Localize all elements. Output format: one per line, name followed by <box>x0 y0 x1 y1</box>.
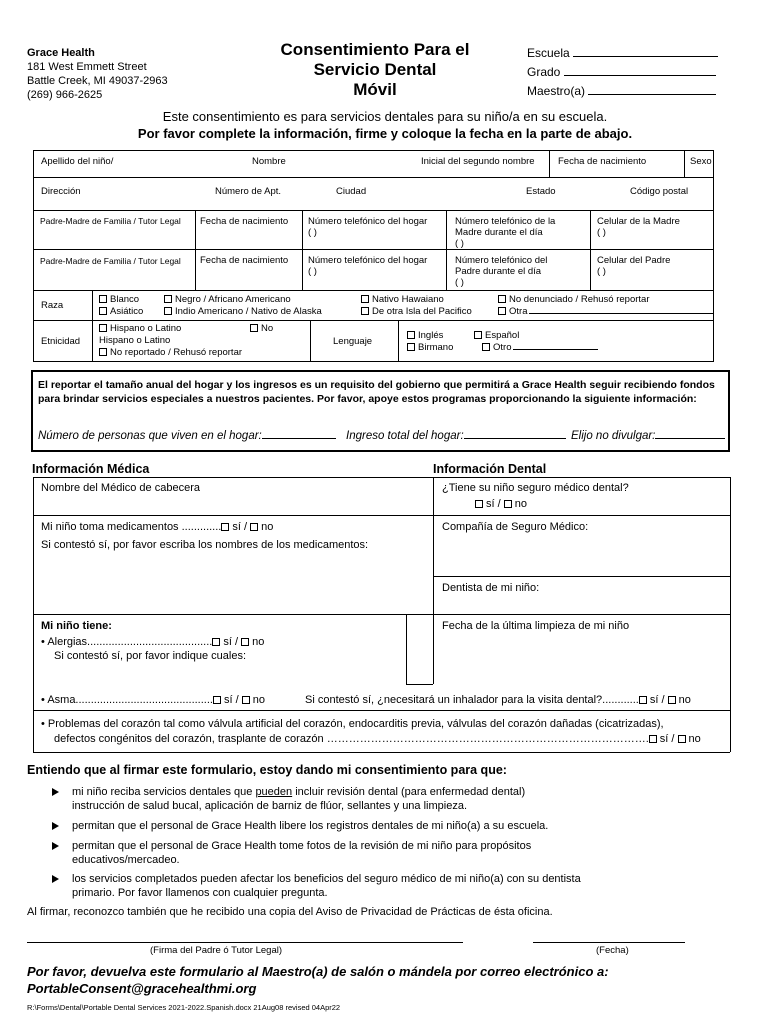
checkbox-icon <box>250 523 258 531</box>
parent1-label: Padre-Madre de Familia / Tutor Legal <box>40 216 181 226</box>
zip-label: Código postal <box>630 186 689 197</box>
school-label: Escuela <box>527 46 570 60</box>
checkbox-icon <box>250 324 258 332</box>
checkbox-icon <box>407 343 415 351</box>
date-line[interactable] <box>533 942 685 943</box>
ethnicity-not-reported[interactable]: No reportado / Rehusó reportar <box>99 347 242 358</box>
checkbox-icon <box>241 638 249 646</box>
allergies-followup: Si contestó sí, por favor indique cuales: <box>54 650 246 662</box>
privacy-ack: Al firmar, reconozco también que he recibido una copia del Aviso de Privacidad de Prácticas de ésta oficina. <box>27 906 553 918</box>
parent2-label: Padre-Madre de Familia / Tutor Legal <box>40 256 181 266</box>
address-label: Dirección <box>41 186 81 197</box>
heart-question-2[interactable]: defectos congénitos del corazón, trasplante de corazón ……………………………………………………………………………. sí / no <box>54 733 701 745</box>
return-instructions: Por favor, devuelva este formulario al Maestro(a) de salón o mándela por correo electrónico a: PortableConsent@gracehealthmi.org <box>27 964 609 996</box>
checkbox-icon <box>474 331 482 339</box>
checkbox-icon <box>99 324 107 332</box>
doctor-label: Nombre del Médico de cabecera <box>41 482 200 494</box>
insurance-question: ¿Tiene su niño seguro médico dental? <box>442 482 629 494</box>
allergies-question[interactable]: • Alergias......................................... sí / no <box>41 636 265 648</box>
dentist-label: Dentista de mi niño: <box>442 582 540 594</box>
bullet-arrow-icon <box>52 788 59 796</box>
race-other[interactable]: Otra <box>498 306 714 317</box>
race-label: Raza <box>41 300 64 311</box>
last-name-label: Apellido del niño/ <box>41 156 114 167</box>
school-fields <box>527 44 718 101</box>
checkbox-icon <box>242 696 250 704</box>
parent-signature-line[interactable] <box>27 942 463 943</box>
checkbox-icon <box>212 638 220 646</box>
ethnicity-hispanic2: Hispano o Latino <box>99 335 171 346</box>
org-address <box>27 46 168 102</box>
checkbox-icon <box>649 735 657 743</box>
org-phone: (269) 966-2625 <box>27 89 103 101</box>
consent-item-3: permitan que el personal de Grace Health tome fotos de la revisión de mi niño para propósitos educativos/mercadeo. <box>52 839 531 867</box>
org-name: Grace Health <box>27 47 95 59</box>
checkbox-icon <box>361 307 369 315</box>
bullet-arrow-icon <box>52 822 59 830</box>
checkbox-icon <box>482 343 490 351</box>
checkbox-icon <box>668 696 676 704</box>
teacher-label: Maestro(a) <box>527 84 586 98</box>
parent1-phone-label: Número telefónico del hogar ( ) <box>308 216 428 238</box>
medications-followup: Si contestó sí, por favor escriba los nombres de los medicamentos: <box>41 539 369 551</box>
grade-label: Grado <box>527 65 561 79</box>
dental-heading: Información Dental <box>433 462 547 476</box>
race-asian[interactable]: Asiático <box>99 306 143 317</box>
race-black[interactable]: Negro / Africano Americano <box>164 294 291 305</box>
bullet-arrow-icon <box>52 875 59 883</box>
parent-signature-label: (Firma del Padre ó Tutor Legal) <box>150 945 283 956</box>
checkbox-icon <box>407 331 415 339</box>
bullet-arrow-icon <box>52 842 59 850</box>
ethnicity-no[interactable]: No <box>250 323 273 334</box>
medical-heading: Información Médica <box>32 462 150 476</box>
father-cell-label: Celular del Padre ( ) <box>597 255 671 277</box>
has-heading: Mi niño tiene: <box>41 620 112 632</box>
consent-heading: Entiendo que al firmar este formulario, estoy dando mi consentimiento para que: <box>27 763 507 777</box>
decline-disclose[interactable]: Elijo no divulgar: <box>571 430 725 442</box>
return-email[interactable]: PortableConsent@gracehealthmi.org <box>27 981 257 996</box>
language-burmese[interactable]: Birmano <box>407 342 453 353</box>
insurance-company-label: Compañía de Seguro Médico: <box>442 521 589 533</box>
household-count[interactable]: Número de personas que viven en el hogar: <box>38 430 336 442</box>
checkbox-icon <box>498 295 506 303</box>
checkbox-icon <box>498 307 506 315</box>
mother-cell-label: Celular de la Madre ( ) <box>597 216 680 238</box>
consent-item-2: permitan que el personal de Grace Health libere los registros dentales de mi niño(a) a su escuela. <box>52 819 548 833</box>
language-english[interactable]: Inglés <box>407 330 443 341</box>
last-cleaning-label: Fecha de la última limpieza de mi niño <box>442 620 630 632</box>
state-label: Estado <box>526 186 556 197</box>
checkbox-icon <box>639 696 647 704</box>
ethnicity-hispanic[interactable]: Hispano o Latino <box>99 323 181 334</box>
language-label: Lenguaje <box>333 336 373 347</box>
city-label: Ciudad <box>336 186 367 197</box>
medications-question[interactable]: Mi niño toma medicamentos ............. sí / no <box>41 521 274 533</box>
inhaler-question[interactable]: Si contestó sí, ¿necesitará un inhalador para la visita dental?............ sí / no <box>305 694 691 706</box>
checkbox-icon <box>164 307 172 315</box>
parent2-phone-label: Número telefónico del hogar ( ) <box>308 255 428 277</box>
teacher-input[interactable] <box>588 94 716 95</box>
sex-label: Sexo <box>690 156 712 167</box>
insurance-answer[interactable]: sí / no <box>475 498 527 510</box>
ethnicity-label: Etnicidad <box>41 336 81 347</box>
language-other[interactable]: Otro <box>482 342 598 353</box>
checkbox-icon <box>164 295 172 303</box>
race-hawaiian[interactable]: Nativo Hawaiano <box>361 294 444 305</box>
grade-input[interactable] <box>564 75 716 76</box>
consent-item-4: los servicios completados pueden afectar los beneficios del seguro médico de mi niño(a) con su dentista primario. Por favor llamenos con cualquier pregunta. <box>52 872 581 900</box>
checkbox-icon <box>504 500 512 508</box>
father-day-phone-label: Número telefónico del Padre durante el día ( ) <box>455 255 548 288</box>
checkbox-icon <box>475 500 483 508</box>
race-not-reported[interactable]: No denunciado / Rehusó reportar <box>498 294 649 305</box>
parent2-dob-label: Fecha de nacimiento <box>200 255 289 266</box>
org-city: Battle Creek, MI 49037-2963 <box>27 75 168 87</box>
race-pacific[interactable]: De otra Isla del Pacifico <box>361 306 472 317</box>
form-title: Consentimiento Para el Servicio Dental Móvil <box>280 40 470 99</box>
household-income[interactable]: Ingreso total del hogar: <box>346 430 566 442</box>
checkbox-icon <box>678 735 686 743</box>
first-name-label: Nombre <box>252 156 286 167</box>
checkbox-icon <box>99 295 107 303</box>
mother-day-phone-label: Número telefónico de la Madre durante el día ( ) <box>455 216 556 249</box>
apt-label: Número de Apt. <box>215 186 282 197</box>
school-input[interactable] <box>573 56 718 57</box>
race-native-american[interactable]: Indio Americano / Nativo de Alaska <box>164 306 322 317</box>
consent-item-1: mi niño reciba servicios dentales que pueden incluir revisión dental (para enfermedad dental) instrucción de salud bucal, aplicación de barniz de flúor, sellantes y una limpieza. <box>52 785 525 813</box>
heart-question-1: • Problemas del corazón tal como válvula artificial del corazón, endocarditis previa, válvulas del corazón dañadas (cicatrizadas), <box>41 718 664 730</box>
race-white[interactable]: Blanco <box>99 294 139 305</box>
checkbox-icon <box>221 523 229 531</box>
checkbox-icon <box>99 348 107 356</box>
dob-label: Fecha de nacimiento <box>558 156 647 167</box>
checkbox-icon <box>99 307 107 315</box>
middle-initial-label: Inicial del segundo nombre <box>421 156 535 167</box>
language-spanish[interactable]: Español <box>474 330 519 341</box>
income-text: El reportar el tamaño anual del hogar y los ingresos es un requisito del gobierno que permitirá a Grace Health seguir recibiendo fondos para brindar servicios especiales a nuestros pacientes. Por favor, apoye estos programas proporcionando la siguiente información: <box>38 379 715 405</box>
parent1-dob-label: Fecha de nacimiento <box>200 216 289 227</box>
intro: Este consentimiento es para servicios dentales para su niño/a en su escuela. Por favor complete la información, firme y coloque la fecha en la parte de abajo. <box>137 109 633 141</box>
footer-path: R:\Forms\Dental\Portable Dental Services 2021-2022.Spanish.docx 21Aug08 revised 04Apr22 <box>27 1003 341 1012</box>
checkbox-icon <box>213 696 221 704</box>
org-street: 181 West Emmett Street <box>27 61 147 73</box>
date-label: (Fecha) <box>596 945 629 956</box>
checkbox-icon <box>361 295 369 303</box>
asthma-question[interactable]: • Asma............................................. sí / no <box>41 694 265 706</box>
